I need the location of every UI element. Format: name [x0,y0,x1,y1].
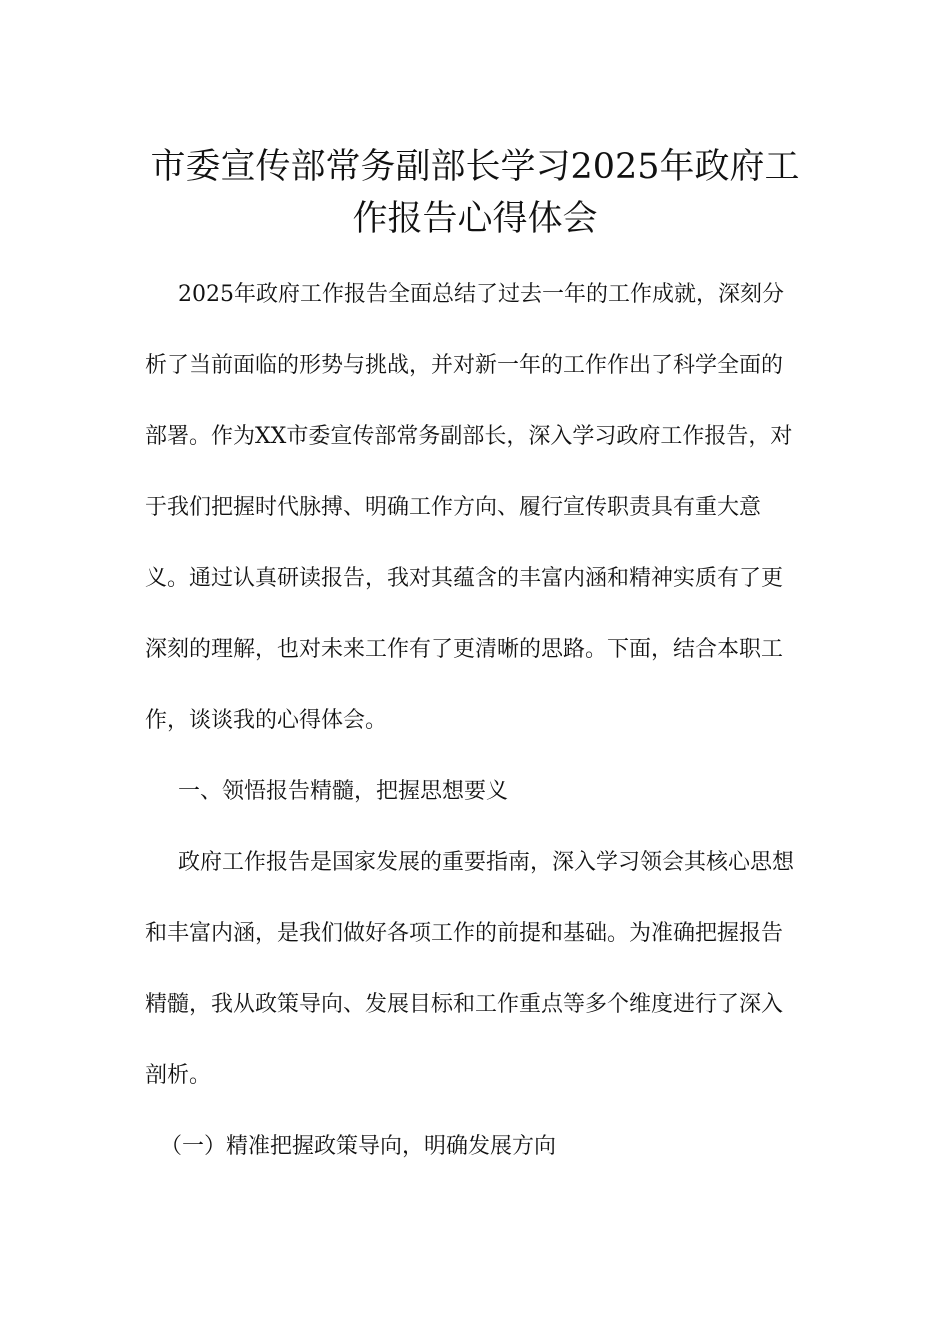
paragraph-2-line-2: 和丰富内涵，是我们做好各项工作的前提和基础。为准确把握报告 [145,921,784,946]
document-title [140,141,810,245]
paragraph-1-line-6: 深刻的理解，也对未来工作有了更清晰的思路。下面，结合本职工 [145,637,784,662]
paragraph-1-line-5: 义。通过认真研读报告，我对其蕴含的丰富内涵和精神实质有了更 [145,566,784,591]
paragraph-1-line-4: 于我们把握时代脉搏、明确工作方向、履行宣传职责具有重大意 [145,495,762,520]
title-line-2: 作报告心得体会 [352,199,598,240]
section-heading-1: 一、领悟报告精髓，把握思想要义 [178,779,509,804]
paragraph-1-line-1: 2025年政府工作报告全面总结了过去一年的工作成就，深刻分 [178,282,784,307]
paragraph-1-line-3: 部署。作为XX市委宣传部常务副部长，深入学习政府工作报告，对 [145,424,793,449]
subsection-heading-1: （一）精准把握政策导向，明确发展方向 [160,1134,557,1159]
paragraph-2-line-1: 政府工作报告是国家发展的重要指南，深入学习领会其核心思想 [178,850,795,875]
paragraph-1-line-7: 作，谈谈我的心得体会。 [145,708,388,733]
paragraph-2-line-3: 精髓，我从政策导向、发展目标和工作重点等多个维度进行了深入 [145,992,784,1017]
paragraph-1-line-2: 析了当前面临的形势与挑战，并对新一年的工作作出了科学全面的 [145,353,784,378]
paragraph-2-line-4: 剖析。 [145,1063,212,1088]
title-line-1: 市委宣传部常务副部长学习2025年政府工 [150,147,800,188]
